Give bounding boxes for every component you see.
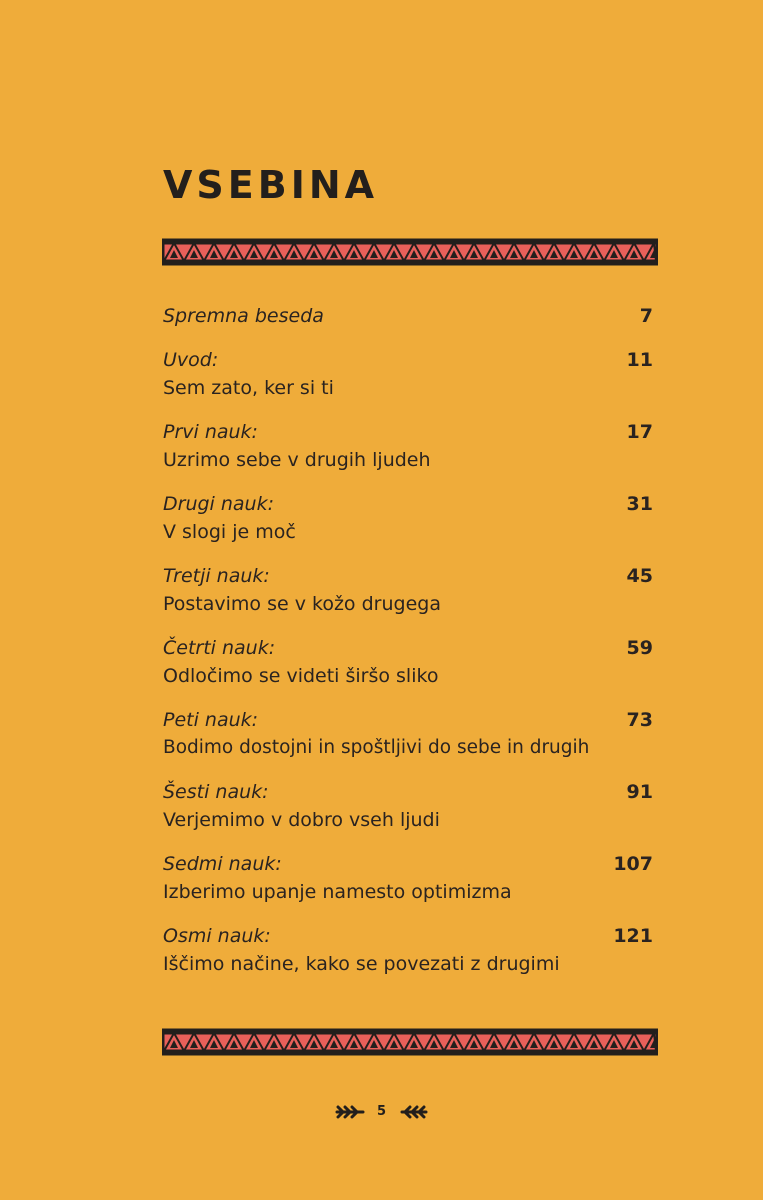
toc-entry-subtitle: V slogi je moč [163,521,296,543]
toc-entry-page: 31 [626,493,653,515]
arrow-chevrons-icon [335,1105,365,1119]
page-title: VSEBINA [163,163,379,207]
toc-entry-uvod[interactable] [163,346,653,402]
toc-entry-subtitle: Izberimo upanje namesto optimizma [163,881,512,903]
toc-entry-cetrti-nauk[interactable] [163,634,653,690]
toc-entry-page: 7 [639,305,653,327]
toc-entry-page: 107 [613,853,653,875]
toc-entry-subtitle: Postavimo se v kožo drugega [163,593,441,615]
toc-entry-subtitle: Odločimo se videti širšo sliko [163,665,439,687]
toc-entry-page: 11 [626,349,653,371]
toc-entry-sesti-nauk[interactable] [163,778,653,834]
toc-entry-sedmi-nauk[interactable] [163,850,653,906]
toc-entry-peti-nauk[interactable] [163,706,653,762]
decorative-band-top [162,237,658,267]
toc-entry-label: Uvod: [163,349,219,371]
toc-entry-subtitle: Sem zato, ker si ti [163,377,334,399]
page-number: 5 [376,1104,387,1119]
toc-entry-label: Prvi nauk: [163,421,258,443]
toc-entry-page: 45 [626,565,653,587]
toc-entry-label: Sedmi nauk: [163,853,282,875]
toc-entry-label: Osmi nauk: [163,925,271,947]
toc-entry-label: Peti nauk: [163,709,259,731]
toc-entry-label: Tretji nauk: [163,565,270,587]
toc-entry-label: Šesti nauk: [163,781,269,803]
toc-entry-subtitle: Uzrimo sebe v drugih ljudeh [163,449,431,471]
toc-entry-label: Četrti nauk: [163,637,276,659]
toc-entry-page: 121 [613,925,653,947]
toc-entry-subtitle: Iščimo načine, kako se povezati z drugimi [163,953,560,975]
toc-entry-label: Drugi nauk: [163,493,274,515]
table-of-contents [163,302,653,994]
page-footer [0,1104,763,1119]
toc-entry-page: 17 [626,421,653,443]
toc-entry-prvi-nauk[interactable] [163,418,653,474]
toc-entry-page: 91 [626,781,653,803]
toc-entry-page: 59 [626,637,653,659]
toc-entry-osmi-nauk[interactable] [163,922,653,978]
toc-entry-spremna-beseda[interactable] [163,302,653,330]
toc-entry-subtitle: Verjemimo v dobro vseh ljudi [163,809,440,831]
toc-entry-label: Spremna beseda [163,305,324,327]
toc-entry-page: 73 [626,709,653,731]
toc-entry-tretji-nauk[interactable] [163,562,653,618]
toc-entry-subtitle: Bodimo dostojni in spoštljivi do sebe in drugih [163,737,590,758]
toc-entry-drugi-nauk[interactable] [163,490,653,546]
decorative-band-bottom [162,1027,658,1057]
arrow-chevrons-icon [398,1105,428,1119]
